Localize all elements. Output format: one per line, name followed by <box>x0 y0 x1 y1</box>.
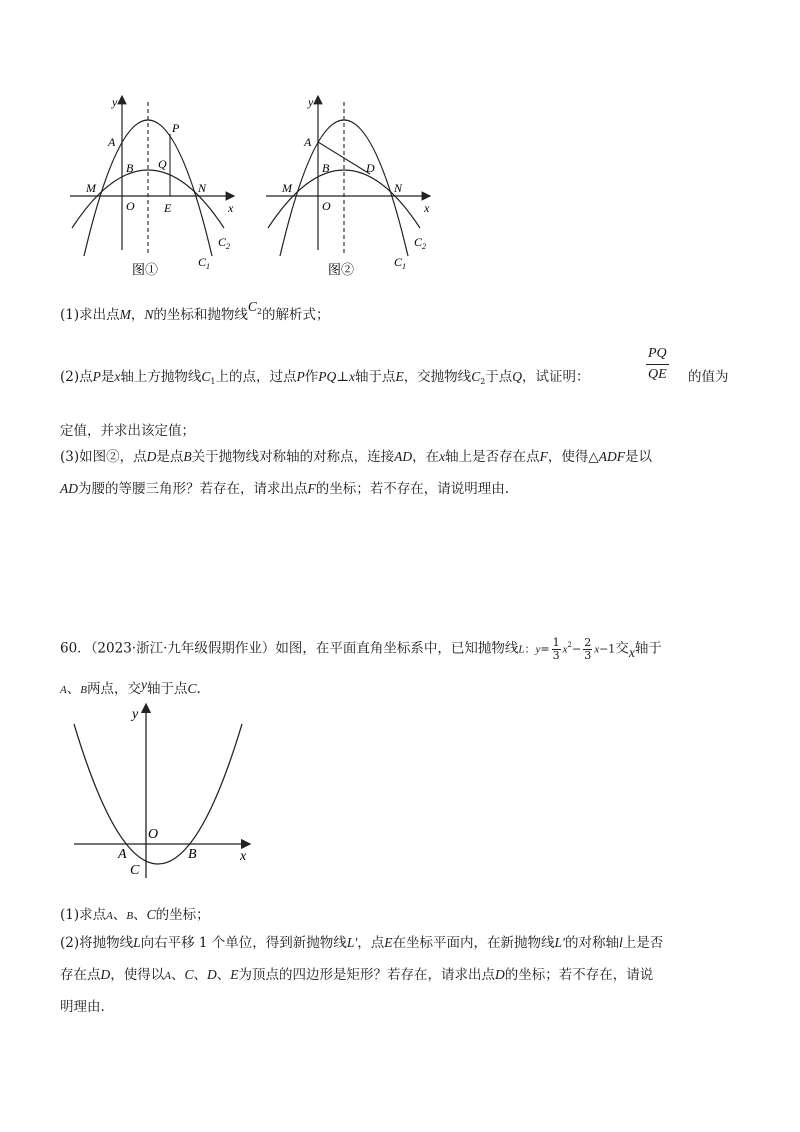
parabola-l <box>74 724 242 864</box>
label-c1: $C_1$ <box>394 255 407 271</box>
label-x: x <box>228 201 234 215</box>
label-b: B <box>188 847 197 862</box>
q59-part3-cont: AD为腰的等腰三角形？若存在，请求出点F的坐标；若不存在，请说明理由. <box>60 481 510 497</box>
label-x: x <box>424 201 430 215</box>
figure-2-caption: 图② <box>328 262 355 277</box>
figure-1-caption: 图① <box>132 262 159 277</box>
q59-part2-cont: 定值，并求出该定值； <box>60 423 195 439</box>
q59-part2: (2)点P是x轴上方抛物线$C_1$上的点，过点P作PQ⊥x轴于点E，交抛物线$C_2$于点Q，试证明： <box>60 369 590 386</box>
label-a: A <box>304 135 312 149</box>
q60-part1: (1)求点A、B、C的坐标； <box>60 907 210 923</box>
label-c: C <box>130 863 140 878</box>
label-a: A <box>108 135 116 149</box>
figure-3 <box>60 700 270 885</box>
label-y: y <box>132 707 139 722</box>
label-m: M <box>86 181 96 195</box>
label-a: A <box>118 847 127 862</box>
label-o: O <box>148 827 159 842</box>
label-b: B <box>126 161 134 175</box>
label-c1: $C_1$ <box>198 255 211 271</box>
label-b: B <box>322 161 330 175</box>
fraction-one-third: $\frac{1}{3}$ <box>552 635 560 662</box>
q59-part2-end: 的值为 <box>688 369 729 385</box>
label-d: D <box>366 161 375 175</box>
q60-part2-cont2: 明理由. <box>60 999 105 1015</box>
q59-part1: (1)求出点M，N的坐标和抛物线$C^2$的解析式； <box>60 299 330 323</box>
q60-part2-cont: 存在点D，使得以A、C、D、E为顶点的四边形是矩形？若存在，请求出点D的坐标；若不存在，请说 <box>60 967 654 983</box>
label-p: P <box>172 121 180 135</box>
q60-part2: (2)将抛物线L向右平移 1 个单位，得到新抛物线L′，点E在坐标平面内，在新抛物线L′的对称轴l上是否 <box>60 935 664 951</box>
figure-2 <box>256 88 446 283</box>
label-n: N <box>394 181 403 195</box>
label-n: N <box>198 181 207 195</box>
q59-fraction-pq-qe: $\frac{PQ}{QE}$ <box>648 346 667 382</box>
parabola-c2 <box>72 170 224 228</box>
q59-part3: (3)如图②，点D是点B关于抛物线对称轴的对称点，连接AD，在x轴上是否存在点F，使得△ADF是以 <box>60 449 653 465</box>
label-m: M <box>282 181 292 195</box>
label-y: y <box>308 95 314 109</box>
label-x: x <box>240 849 247 864</box>
label-c2: $C_2$ <box>414 235 427 251</box>
label-o: O <box>322 199 331 213</box>
fraction-two-thirds: $\frac{2}{3}$ <box>584 635 592 662</box>
figure-1 <box>60 88 250 283</box>
label-e: E <box>164 201 172 215</box>
label-q: Q <box>158 157 167 171</box>
q60-stem-line2: A、B两点，交y轴于点C. <box>60 677 201 697</box>
label-c2: $C_2$ <box>218 235 231 251</box>
parabola-c2 <box>268 170 420 228</box>
label-y: y <box>112 95 118 109</box>
q60-stem: 60．（2023·浙江·九年级假期作业）如图，在平面直角坐标系中，已知抛物线L：y= $\frac{1}{3}$ $x^2-$ $\frac{2}{3}$ x−1交x轴于 <box>60 635 662 662</box>
label-o: O <box>126 199 135 213</box>
